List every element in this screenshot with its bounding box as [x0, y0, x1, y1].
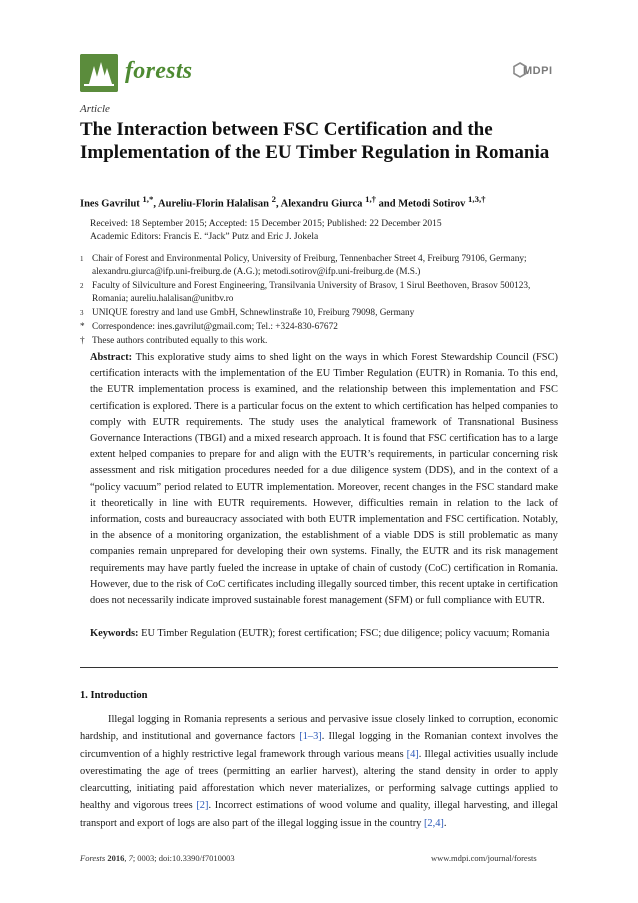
- abstract: [90, 350, 558, 609]
- section-divider: [80, 667, 558, 668]
- footer-year: 2016: [107, 853, 125, 863]
- footer-volume: 7: [128, 853, 133, 863]
- keywords-text: EU Timber Regulation (EUTR); forest certification; FSC; due diligence; policy vacuum; Romania: [141, 628, 550, 639]
- affiliation-text: UNIQUE forestry and land use GmbH, Schnewlinstraße 10, Freiburg 79098, Germany: [92, 308, 415, 318]
- author-affiliation-mark: 1,*: [142, 194, 154, 204]
- abstract-label: Abstract:: [90, 352, 133, 363]
- citation-link[interactable]: [4]: [406, 748, 419, 760]
- author-list: Ines Gavrilut $^{1,*}$, Aureliu-Florin Halalisan $^2$, Alexandru Giurca $^{1,\dagger}$ and Metodi Sotirov $^{1,3,\dagger}$: [80, 194, 486, 210]
- affiliation-text: Faculty of Silviculture and Forest Engineering, Transilvania University of Brasov, 1 Sirul Beethoven, Brasov 500123, Romania; aureliu.halalisan@unitbv.ro: [92, 281, 531, 304]
- footer-journal: Forests: [80, 853, 106, 863]
- article-type: Article: [80, 103, 110, 115]
- equal-contribution-note: [80, 335, 560, 348]
- affiliation-mark: *: [80, 322, 85, 332]
- affiliation-mark: 3: [80, 309, 84, 317]
- author-affiliation-mark: 1,3,†: [468, 194, 486, 204]
- citation-link[interactable]: [1–3]: [299, 731, 322, 743]
- footer-article: ; 0003; doi:10.3390/f7010003: [132, 853, 235, 863]
- note-text: These authors contributed equally to this work.: [92, 336, 268, 346]
- affiliation-item: [80, 307, 560, 320]
- affiliations: [80, 253, 560, 349]
- journal-logo: [80, 54, 118, 92]
- author-name: Alexandru Giurca: [280, 198, 363, 210]
- citation-link[interactable]: [2,4]: [423, 817, 444, 829]
- abstract-text: This explorative study aims to shed light on the ways in which Forest Stewardship Council (FSC) certification interacts with the implementation of the EU Timber Regulation (EUTR) in Romania. To this end, the EUTR implementation process is examined, and the relationship between this implementation and FSC certification is explored. There is a particular focus on the extent to which certification has helped companies to comply with EUTR requirements. The study uses the analytical framework of Transnational Business Governance Interactions (TBGI) and a mixed research approach. It is found that FSC certification has to a large extent helped companies to prepare for and align with the EUTR’s requirements, in particular concerning risk assessment and risk mitigation procedures needed for a due diligence system (DDS), and in the context of a “policy vacuum” period related to EUTR implementation. Moreover, recent changes in the FSC standard make it theoretically in line with EUTR requirements. However, difficulties remain in relation to the lack of information, costs and bureaucracy associated with both EUTR implementation and FSC certification. Notably, in the absence of a monitoring organization, the establishment of a viable DDS is still problematic as many companies remain unprepared for developing their own systems. Finally, the EUTR and its risk management requirements may have partly fueled the increase in uptake of chain of custody (CoC) certification in Romania. However, due to the risk of CoC certificates including illegally sourced timber, this recent uptake in certification does not necessarily indicate improved sustainable forest management (SFM) or full compliance with EUTR.: [90, 352, 558, 607]
- section-heading: 1. Introduction: [80, 690, 148, 701]
- author-affiliation-mark: 1,†: [365, 194, 376, 204]
- author-conjunction: and: [378, 198, 396, 210]
- citation-link[interactable]: [2]: [196, 800, 209, 812]
- affiliation-mark: †: [80, 336, 85, 346]
- author-affiliation-mark: 2: [271, 194, 276, 204]
- publisher-name: MDPI: [523, 65, 553, 77]
- affiliation-mark: 2: [80, 282, 84, 290]
- affiliation-item: [80, 253, 560, 279]
- keywords-label: Keywords:: [90, 628, 139, 639]
- journal-name: forests: [125, 58, 193, 84]
- author-name: Aureliu-Florin Halalisan: [158, 198, 269, 210]
- affiliation-item: [80, 280, 560, 306]
- footer-url[interactable]: www.mdpi.com/journal/forests: [431, 853, 537, 863]
- tree-icon: [80, 54, 118, 92]
- correspondence-item: [80, 321, 560, 334]
- article-title: The Interaction between FSC Certification and the Implementation of the EU Timber Regulation in Romania: [80, 119, 550, 163]
- author-name: Ines Gavrilut: [80, 198, 140, 210]
- affiliation-text: Chair of Forest and Environmental Policy, University of Freiburg, Tennenbacher Street 4, Freiburg 79106, Germany; alexandru.giurca@ifp.uni-freiburg.de (A.G.); metodi.sotirov@ifp.uni-freiburg.de (M.S.): [92, 254, 527, 277]
- correspondence-text: Correspondence: ines.gavrilut@gmail.com; Tel.: +324-830-67672: [92, 322, 338, 332]
- academic-editors: Academic Editors: Francis E. “Jack” Putz and Eric J. Jokela: [90, 232, 319, 242]
- keywords: [90, 626, 558, 642]
- author-name: Metodi Sotirov: [398, 198, 466, 210]
- publication-dates: Received: 18 September 2015; Accepted: 15 December 2015; Published: 22 December 2015: [90, 219, 442, 229]
- affiliation-mark: 1: [80, 255, 84, 263]
- introduction-paragraph: Illegal logging in Romania represents a serious and pervasive issue closely linked to corruption, economic hardship, and institutional and governance factors [1–3]. Illegal logging in the Romanian context involves the circumvention of a highly restrictive legal framework through various means [4]. Illegal activities usually include overestimating the age of trees (permitting an earlier harvest), altering the stand density in order to apply clearcutting, initiating paid afforestation which never materializes, or performing salvage cuttings applied to healthy and vigorous trees [2]. Incorrect estimations of wood volume and quality, illegal harvesting, and illegal transport and export of logs are also part of the illegal logging issue in the country [2,4].: [80, 714, 558, 829]
- footer-citation: Forests 2016, 7; 0003; doi:10.3390/f7010003: [80, 853, 235, 863]
